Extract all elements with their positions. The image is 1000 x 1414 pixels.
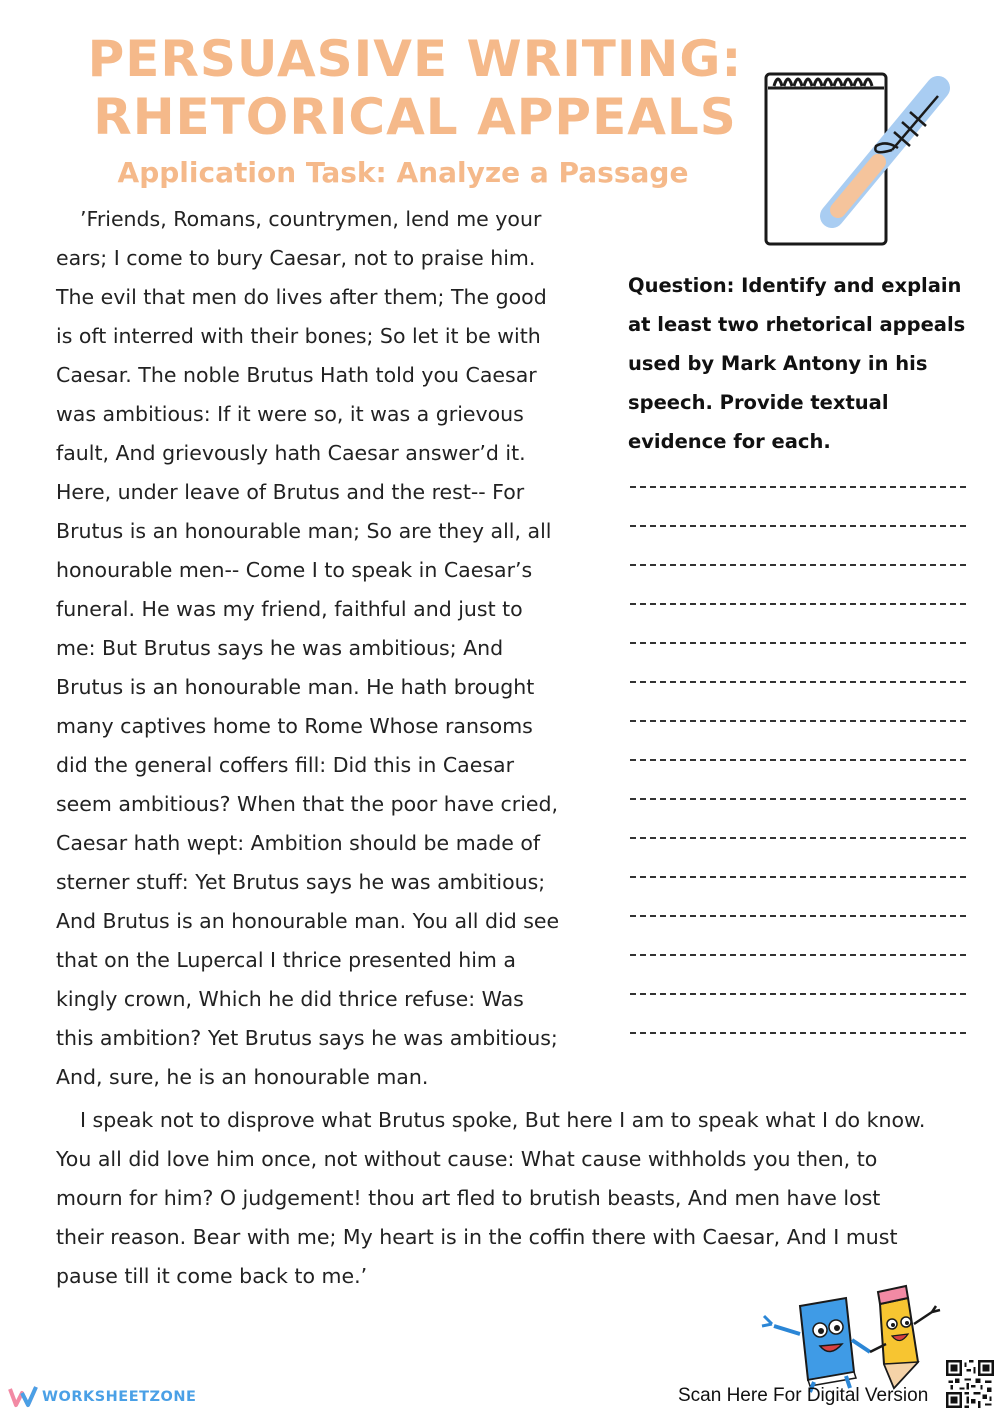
answer-line[interactable]: [630, 866, 966, 905]
question-line: Question: Identify and explain: [628, 274, 962, 297]
page-title-line-1: PERSUASIVE WRITING:: [87, 30, 743, 88]
answer-line[interactable]: [630, 983, 966, 1022]
worksheetzone-logo: [8, 1382, 196, 1412]
qr-code-icon[interactable]: [946, 1360, 994, 1408]
answer-line[interactable]: [630, 632, 966, 671]
question-prompt: [628, 266, 968, 461]
question-line: evidence for each.: [628, 430, 831, 453]
question-line: used by Mark Antony in his: [628, 352, 928, 375]
book-pencil-mascot-icon: [760, 1284, 946, 1394]
passage-line: kingly crown, Which he did thrice refuse: Was: [56, 987, 524, 1011]
passage-line: was ambitious: If it were so, it was a grievous: [56, 402, 524, 426]
passage-line: I speak not to disprove what Brutus spoke, But here I am to speak what I do know.: [80, 1108, 926, 1132]
passage-line: ears; I come to bury Caesar, not to praise him.: [56, 246, 536, 270]
passage-line: this ambition? Yet Brutus says he was ambitious;: [56, 1026, 558, 1050]
passage-line: Caesar. The noble Brutus Hath told you Caesar: [56, 363, 537, 387]
scan-instruction: Scan Here For Digital Version: [678, 1385, 929, 1406]
passage-line: Brutus is an honourable man. He hath brought: [56, 675, 535, 699]
answer-line[interactable]: [630, 515, 966, 554]
notepad-pen-icon: [760, 66, 960, 252]
passage-line: Here, under leave of Brutus and the rest-- For: [56, 480, 525, 504]
passage-line: fault, And grievously hath Caesar answer’d it.: [56, 441, 526, 465]
speech-passage-part-1: [56, 200, 576, 1097]
answer-line[interactable]: [630, 710, 966, 749]
answer-line[interactable]: [630, 788, 966, 827]
answer-line[interactable]: [630, 905, 966, 944]
passage-line: their reason. Bear with me; My heart is in the coffin there with Caesar, And I must: [56, 1225, 898, 1249]
answer-line[interactable]: [630, 671, 966, 710]
question-line: at least two rhetorical appeals: [628, 313, 966, 336]
answer-line[interactable]: [630, 827, 966, 866]
passage-line: many captives home to Rome Whose ransoms: [56, 714, 533, 738]
speech-passage-part-2: [56, 1101, 936, 1296]
question-line: speech. Provide textual: [628, 391, 889, 414]
passage-line: Brutus is an honourable man; So are they all, all: [56, 519, 552, 543]
passage-line: sterner stuff: Yet Brutus says he was ambitious;: [56, 870, 546, 894]
logo-w-icon: [8, 1385, 38, 1409]
passage-line: mourn for him? O judgement! thou art fled to brutish beasts, And men have lost: [56, 1186, 881, 1210]
page-title-line-2: RHETORICAL APPEALS: [93, 88, 737, 146]
page-subtitle: Application Task: Analyze a Passage: [117, 156, 689, 189]
passage-line: Caesar hath wept: Ambition should be made of: [56, 831, 541, 855]
passage-line: And Brutus is an honourable man. You all did see: [56, 909, 560, 933]
passage-line: me: But Brutus says he was ambitious; And: [56, 636, 504, 660]
passage-line: seem ambitious? When that the poor have cried,: [56, 792, 559, 816]
answer-line[interactable]: [630, 1022, 966, 1061]
answer-line[interactable]: [630, 749, 966, 788]
passage-line: pause till it come back to me.’: [56, 1264, 368, 1288]
answer-line[interactable]: [630, 476, 966, 515]
passage-line: And, sure, he is an honourable man.: [56, 1065, 429, 1089]
answer-writing-lines[interactable]: [630, 476, 966, 1061]
answer-line[interactable]: [630, 593, 966, 632]
passage-line: did the general coffers fill: Did this in Caesar: [56, 753, 515, 777]
passage-line: funeral. He was my friend, faithful and just to: [56, 597, 523, 621]
passage-line: honourable men-- Come I to speak in Caesar’s: [56, 558, 533, 582]
logo-text: WORKSHEETZONE: [42, 1389, 197, 1405]
passage-line: You all did love him once, not without cause: What cause withholds you then, to: [56, 1147, 878, 1171]
passage-line: The evil that men do lives after them; The good: [56, 285, 547, 309]
passage-line: ’Friends, Romans, countrymen, lend me your: [80, 207, 542, 231]
answer-line[interactable]: [630, 944, 966, 983]
answer-line[interactable]: [630, 554, 966, 593]
passage-line: that on the Lupercal I thrice presented him a: [56, 948, 516, 972]
passage-line: is oft interred with their bones; So let it be with: [56, 324, 541, 348]
